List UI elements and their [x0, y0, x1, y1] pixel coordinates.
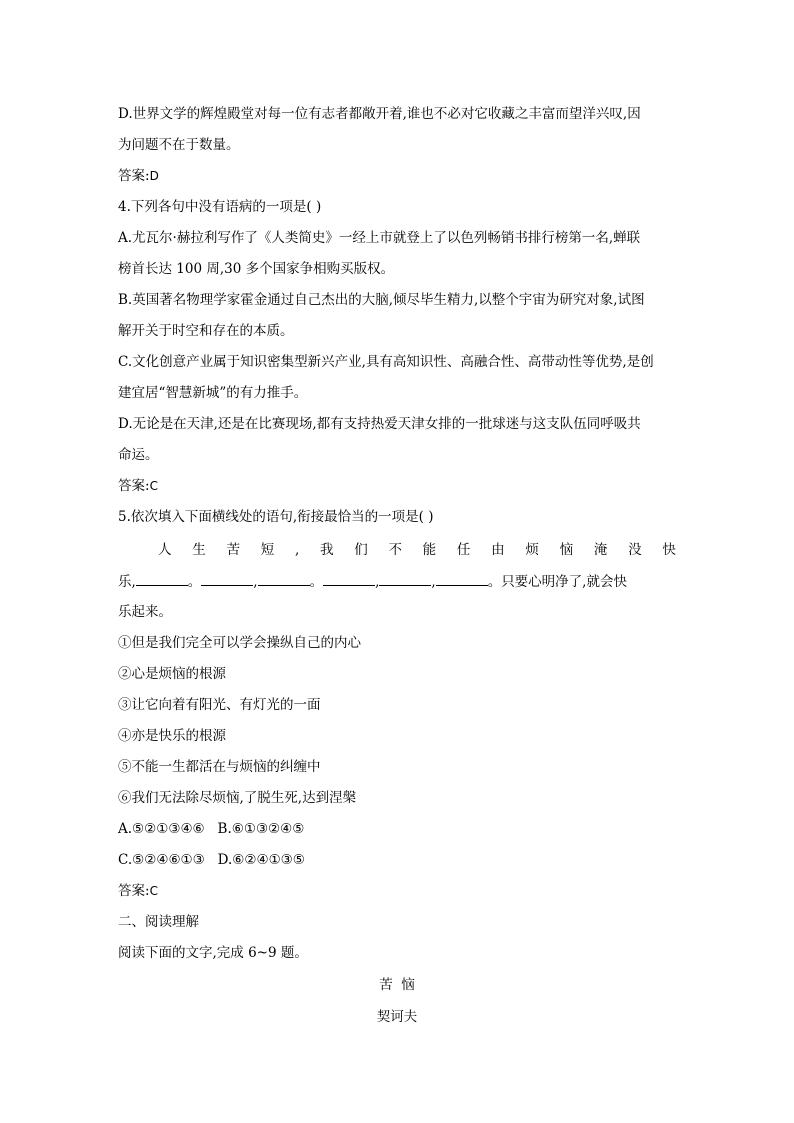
fill-blank-4 — [323, 571, 375, 586]
separator: , — [431, 574, 436, 590]
passage-char: 们 — [354, 542, 368, 558]
answer-label: 答案: — [118, 168, 150, 184]
passage-char: 烦 — [525, 542, 539, 558]
passage-char: 任 — [456, 542, 471, 558]
q4-stem: 4.下列各句中没有语病的一项是( ) — [118, 199, 322, 215]
q5-options-row1: A.⑤②①③④⑥ B.⑥①③②④⑤ — [118, 821, 305, 837]
passage-text: 只要心明净了,就会快 — [501, 574, 627, 590]
answer-value: C — [149, 884, 158, 898]
fill-blank-6 — [436, 571, 488, 586]
q5-options-row2: C.⑤②④⑥①③ D.⑥②④①③⑤ — [118, 852, 305, 868]
q3-answer — [118, 166, 159, 186]
fill-blank-2 — [201, 571, 253, 586]
passage-char: 我 — [319, 542, 334, 558]
q4-option-b-line1: B.英国著名物理学家霍金通过自己杰出的大脑,倾尽毕生精力,以整个宇宙为研究对象,试图 — [118, 292, 645, 308]
q5-item-1: ①但是我们完全可以学会操纵自己的内心 — [118, 635, 361, 651]
q4-option-a-line2: 榜首长达 100 周,30 多个国家争相购买版权。 — [118, 261, 395, 277]
q4-option-c-line1: C.文化创意产业属于知识密集型新兴产业,具有高知识性、高融合性、高带动性等优势,是创 — [118, 354, 654, 370]
q3-option-d-line1: D.世界文学的辉煌殿堂对每一位有志者都敞开着,谁也不必对它收藏之丰富而望洋兴叹,因 — [118, 106, 641, 122]
passage-char: 不 — [388, 542, 402, 558]
q5-passage-line3: 乐起来。 — [118, 604, 172, 620]
q5-passage-line1 — [158, 540, 676, 560]
q5-item-6: ⑥我们无法除尽烦恼,了脱生死,达到涅槃 — [118, 790, 357, 806]
q5-item-5: ⑤不能一生都活在与烦恼的纠缠中 — [118, 759, 321, 775]
passage-char: 短 — [260, 542, 275, 558]
section-heading: 二、阅读理解 — [118, 914, 199, 930]
passage-char: 人 — [158, 542, 172, 558]
fill-blank-3 — [258, 571, 310, 586]
fill-blank-1 — [136, 571, 188, 586]
q4-option-d-line1: D.无论是在天津,还是在比赛现场,都有支持热爱天津女排的一批球迷与这支队伍同呼吸共 — [118, 416, 641, 432]
separator: 。 — [309, 574, 324, 590]
passage-char: 淹 — [593, 542, 608, 558]
passage-char: 由 — [491, 542, 505, 558]
q4-option-c-line2: 建宜居“智慧新城”的有力推手。 — [118, 385, 308, 401]
separator: 。 — [187, 574, 202, 590]
q5-passage-line2 — [118, 571, 627, 592]
q4-option-a-line1: A.尤瓦尔·赫拉利写作了《人类简史》一经上市就登上了以色列畅销书排行榜第一名,蝉联 — [118, 230, 641, 246]
passage-char: 苦 — [226, 542, 240, 558]
passage-char: 没 — [628, 542, 642, 558]
q4-answer — [118, 476, 158, 496]
passage-char: 快 — [662, 542, 676, 558]
section-instruction: 阅读下面的文字,完成 6~9 题。 — [118, 945, 308, 961]
q4-option-d-line2: 命运。 — [118, 447, 159, 463]
article-author: 契诃夫 — [376, 1009, 418, 1025]
fill-blank-5 — [379, 571, 431, 586]
q5-item-4: ④亦是快乐的根源 — [118, 728, 226, 744]
separator: 。 — [487, 574, 502, 590]
q5-item-2: ②心是烦恼的根源 — [118, 666, 226, 682]
passage-char: 恼 — [559, 542, 574, 558]
separator: , — [375, 574, 380, 590]
separator: , — [253, 574, 258, 590]
q3-option-d-line2: 为问题不在于数量。 — [118, 137, 240, 153]
article-title: 苦 恼 — [379, 977, 415, 993]
q5-answer — [118, 881, 158, 901]
answer-label: 答案: — [118, 478, 150, 494]
answer-value: D — [149, 169, 159, 183]
answer-label: 答案: — [118, 883, 150, 899]
passage-text: 乐, — [118, 574, 136, 590]
passage-char: 生 — [192, 542, 206, 558]
passage-char: , — [294, 542, 300, 558]
q4-option-b-line2: 解开关于时空和存在的本质。 — [118, 323, 294, 339]
answer-value: C — [149, 479, 158, 493]
passage-char: 能 — [422, 542, 437, 558]
q5-item-3: ③让它向着有阳光、有灯光的一面 — [118, 697, 321, 713]
q5-stem: 5.依次填入下面横线处的语句,衔接最恰当的一项是( ) — [118, 509, 434, 525]
